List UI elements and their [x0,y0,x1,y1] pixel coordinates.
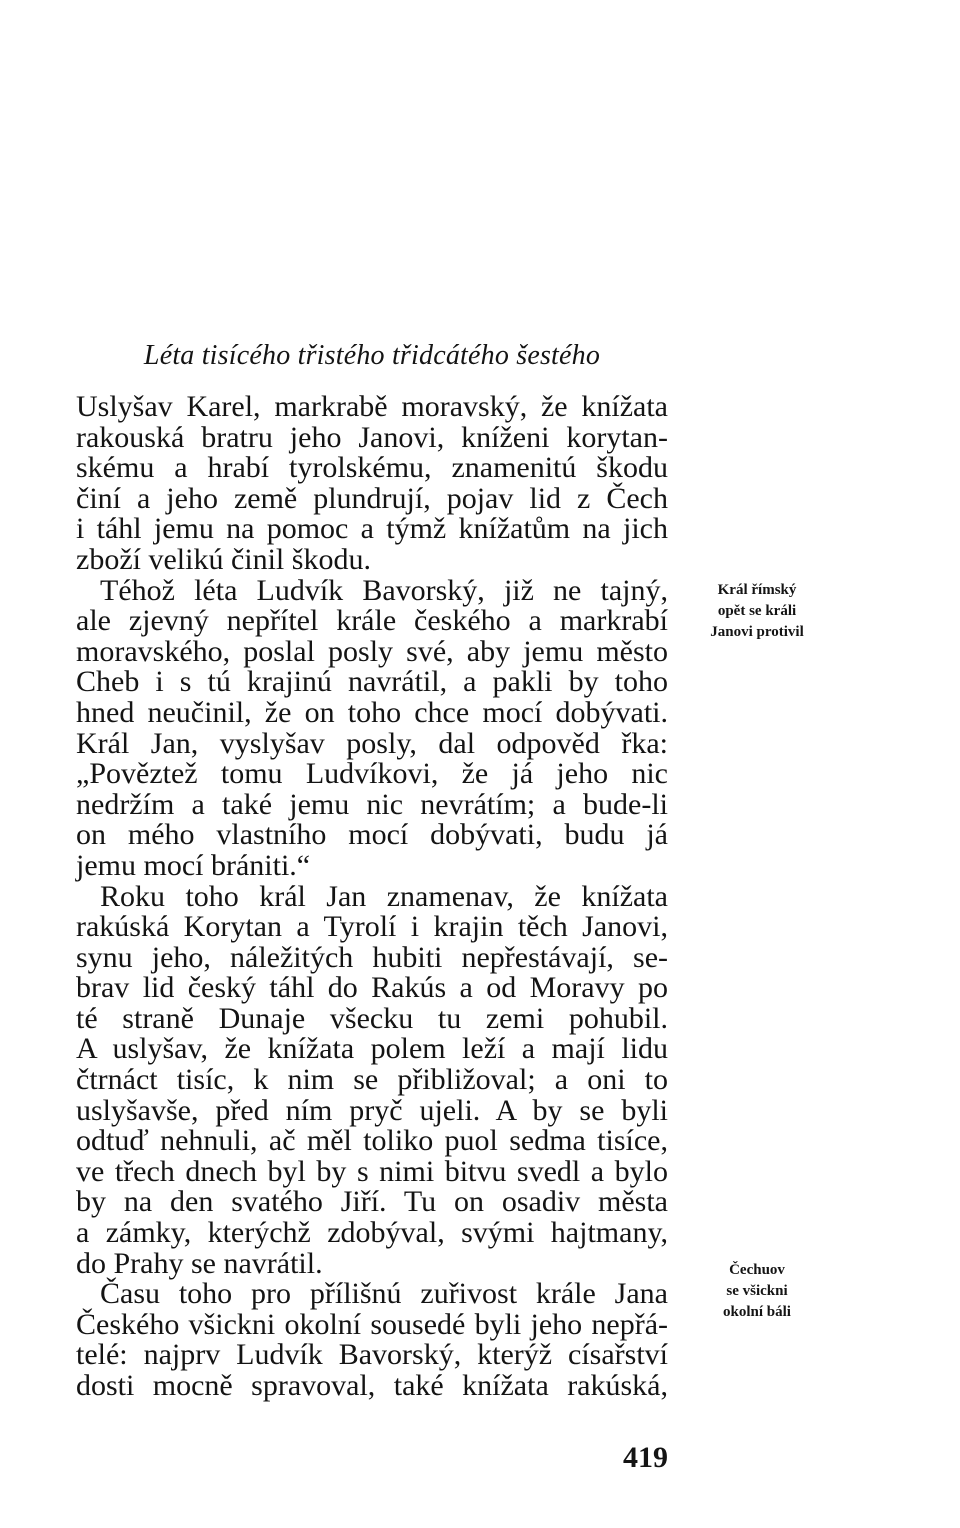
text-line: moravského, poslal posly své, aby jemu město [76,634,668,668]
marginal-note-line: okolní báli [723,1304,791,1320]
text-line: hned neučinil, že on toho chce mocí dobývati. [76,695,668,729]
page-number: 419 [623,1441,668,1474]
text-line: skému a hrabí tyrolskému, znamenitú škodu [76,451,668,485]
text-line: Uslyšav Karel, markrabě moravský, že knížata [76,390,668,423]
text-line: on mého vlastního mocí dobývati, budu já [76,818,668,852]
text-line: Král Jan, vyslyšav posly, dal odpověd řka: [76,726,668,760]
text-line: zboží velikú činil škodu. [76,542,371,576]
text-line: do Prahy se navrátil. [76,1246,323,1280]
text-line: ve třech dnech byl by s nimi bitvu svedl a bylo [76,1154,668,1188]
marginal-note [682,1260,832,1323]
text-line: nedržím a také jemu nic nevrátím; a bude-li [76,787,668,821]
text-line: ale zjevný nepřítel krále českého a markrabí [76,604,668,638]
text-line: telé: najprv Ludvík Bavorský, kterýž císařství [76,1338,668,1372]
text-line: synu jeho, náležitých hubiti nepřestávají, se- [76,940,668,974]
text-line: jemu mocí brániti.“ [76,848,311,882]
text-line: rakouská bratru jeho Janovi, kníženi korytan- [76,420,668,454]
chapter-heading: Léta tisícého třistého třidcátého šestého [143,340,601,371]
text-line: Českého všickni okolní sousedé byli jeho nepřá- [76,1307,668,1341]
marginal-note-line: se všickni [726,1283,788,1299]
text-line: i táhl jemu na pomoc a týmž knížatům na jich [76,512,668,546]
text-line: Roku toho král Jan znamenav, že knížata [100,879,668,913]
marginal-note-line: Král římský [717,582,797,598]
marginal-note-line: Janovi protivil [710,624,804,640]
marginal-note-line: Čechuov [729,1262,785,1278]
marginal-note [682,580,832,643]
text-line: té straně Dunaje všecku tu zemi pohubil. [76,1001,668,1035]
text-line: „Pověztež tomu Ludvíkovi, že já jeho nic [76,757,668,791]
text-line: odtuď nehnuli, ač měl toliko puol sedma tisíce, [76,1124,668,1158]
text-line: Času toho pro přílišnú zuřivost krále Jana [100,1277,668,1311]
text-line: Téhož léta Ludvík Bavorský, již ne tajný, [100,573,668,607]
text-line: by na den svatého Jiří. Tu on osadiv města [76,1185,668,1219]
text-line: činí a jeho země plundrují, pojav lid z Čech [76,481,668,515]
text-line: A uslyšav, že knížata polem leží a mají lidu [76,1032,668,1066]
text-line: a zámky, kterýchž zdobýval, svými hajtmany, [76,1216,668,1250]
text-line: brav lid český táhl do Rakús a od Moravy po [76,971,668,1005]
text-line: dosti mocně spravoval, také knížata rakúská, [76,1369,668,1402]
body-text [76,392,668,1402]
text-line: uslyšavše, před ním pryč ujeli. A by se byli [76,1093,668,1127]
marginal-note-line: opět se králi [717,603,797,619]
text-line: Cheb i s tú krajinú navrátil, a pakli by toho [76,665,668,699]
text-line: čtrnáct tisíc, k nim se přibližoval; a oni to [76,1063,668,1097]
text-line: rakúská Korytan a Tyrolí i krajin těch Janovi, [76,910,668,944]
